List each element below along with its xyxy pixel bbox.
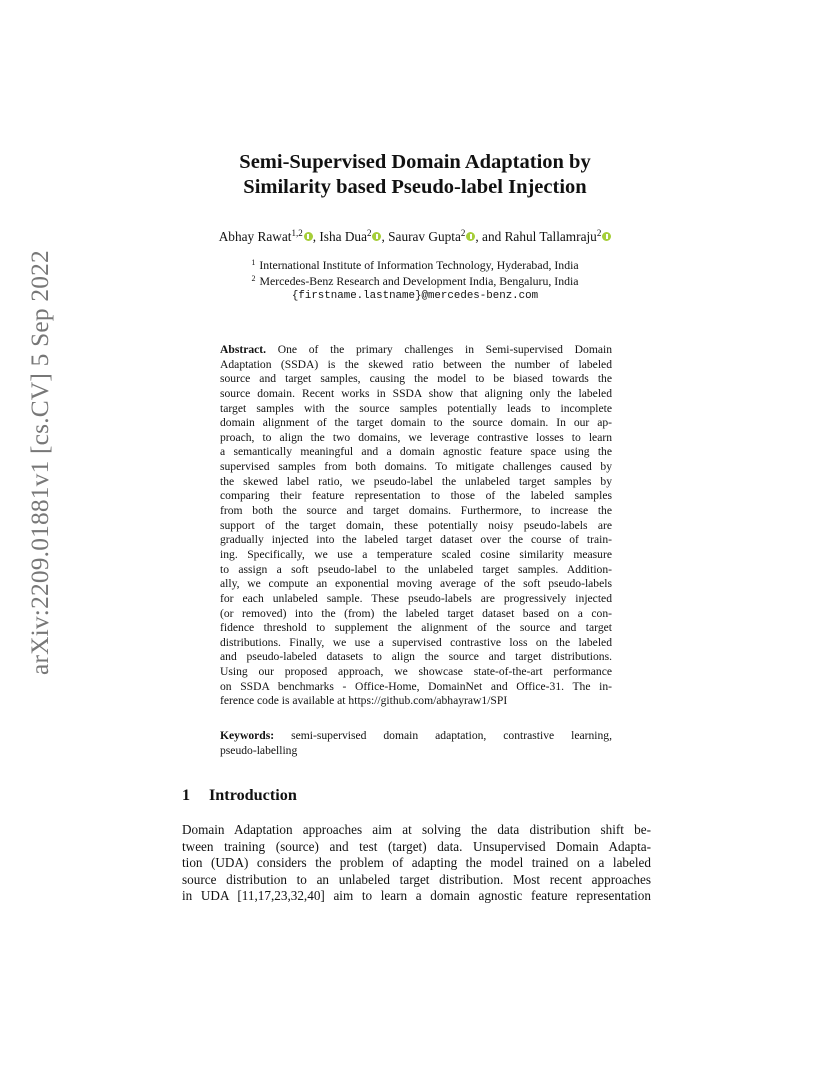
author-name: Saurav Gupta bbox=[388, 229, 461, 244]
author-affiliation-marker: 2 bbox=[596, 228, 602, 238]
affiliations bbox=[160, 258, 670, 305]
orcid-icon[interactable] bbox=[602, 232, 611, 241]
keywords-line bbox=[220, 729, 612, 744]
author-separator: , bbox=[312, 229, 320, 244]
abstract-label: Abstract. bbox=[220, 343, 267, 356]
author-name: Rahul Tallamraju bbox=[504, 229, 597, 244]
affiliation-text: International Institute of Information Technology, Hyderabad, India bbox=[259, 258, 579, 272]
affiliation bbox=[160, 258, 670, 274]
abstract-line: on SSDA benchmarks - Office-Home, DomainNet and Office-31. The in- bbox=[220, 679, 612, 693]
author-list bbox=[120, 228, 710, 246]
keywords bbox=[220, 729, 612, 758]
abstract-line: target samples with the source samples potentially leads to incomplete bbox=[220, 401, 612, 415]
abstract-line: the skewed label ratio, we pseudo-label the unlabeled target samples by bbox=[220, 474, 612, 488]
abstract-line: for each unlabeled sample. These pseudo-labels are progressively injected bbox=[220, 591, 612, 605]
abstract-line-text: One of the primary challenges in Semi-supervised Domain bbox=[277, 343, 613, 356]
abstract-line: source and target samples, causing the model to be biased towards the bbox=[220, 372, 612, 386]
abstract bbox=[220, 343, 612, 709]
abstract-line: and pseudo-labeled datasets to align the source and target distributions. bbox=[220, 650, 612, 664]
affiliation-text: Mercedes-Benz Research and Development India, Bengaluru, India bbox=[259, 273, 579, 288]
arxiv-identifier bbox=[24, 250, 56, 675]
paper-title bbox=[160, 150, 670, 200]
abstract-line: fidence threshold to supplement the alignment of the source and target bbox=[220, 621, 612, 635]
paragraph-line: Domain Adaptation approaches aim at solving the data distribution shift be- bbox=[182, 822, 651, 837]
keywords-label: Keywords: bbox=[220, 729, 275, 742]
abstract-line: ing. Specifically, we use a temperature scaled cosine similarity measure bbox=[220, 547, 612, 561]
keywords-line: pseudo-labelling bbox=[220, 743, 298, 757]
abstract-line: from both the source and target domains. Furthermore, to increase the bbox=[220, 504, 612, 518]
paragraph-line: tween training (source) and test (target) data. Unsupervised Domain Adapta- bbox=[182, 838, 651, 854]
contact-email[interactable]: {firstname.lastname}@mercedes-benz.com bbox=[291, 290, 539, 302]
section-heading bbox=[182, 785, 297, 805]
abstract-line: support of the target domain, these potentially noisy pseudo-labels are bbox=[220, 518, 612, 532]
abstract-line: gradually injected into the labeled target dataset over the course of train- bbox=[220, 533, 612, 547]
author bbox=[388, 229, 504, 244]
paragraph-line: tion (UDA) considers the problem of adapting the model trained on a labeled bbox=[182, 855, 651, 871]
keywords-text: semi-supervised domain adaptation, contrastive learning, bbox=[291, 729, 612, 742]
abstract-line: ally, we compute an exponential moving average of the soft pseudo-labels bbox=[220, 577, 612, 591]
affiliation-number: 2 bbox=[251, 273, 256, 283]
abstract-line: distributions. Finally, we use a supervised contrastive loss on the labeled bbox=[220, 635, 612, 649]
author-separator: , bbox=[381, 229, 389, 244]
paragraph-line: in UDA [11,17,23,32,40] aim to learn a domain agnostic feature representation bbox=[182, 888, 651, 904]
abstract-line: ference code is available at https://github.com/abhayraw1/SPI bbox=[220, 694, 508, 708]
section-number: 1 bbox=[182, 786, 191, 804]
abstract-line: Using our proposed approach, we showcase state-of-the-art performance bbox=[220, 665, 612, 679]
abstract-line: proach, to align the two domains, we leverage contrastive losses to learn bbox=[220, 430, 612, 444]
arxiv-identifier-text: arXiv:2209.01881v1 [cs.CV] 5 Sep 2022 bbox=[26, 250, 54, 675]
author-name: Isha Dua bbox=[319, 229, 367, 244]
author bbox=[505, 229, 612, 244]
author bbox=[319, 229, 388, 244]
title-line-2: Similarity based Pseudo-label Injection bbox=[243, 176, 587, 198]
abstract-line: (or removed) into the (from) the labeled target dataset based on a con- bbox=[220, 606, 612, 620]
paragraph-line: source distribution to an unlabeled target distribution. Most recent approaches bbox=[182, 871, 651, 887]
orcid-icon[interactable] bbox=[304, 232, 313, 241]
abstract-line: a semantically meaningful and a domain agnostic feature space using the bbox=[220, 445, 612, 459]
introduction-paragraph bbox=[182, 822, 651, 905]
abstract-line bbox=[220, 343, 612, 358]
abstract-line: source domain. Recent works in SSDA show that aligning only the labeled bbox=[220, 386, 612, 400]
section-title: Introduction bbox=[209, 786, 297, 804]
affiliation-number: 1 bbox=[251, 258, 256, 267]
author-affiliation-marker: 1,2 bbox=[291, 228, 303, 238]
author-name: Abhay Rawat bbox=[218, 229, 292, 244]
author bbox=[219, 229, 320, 244]
affiliation bbox=[160, 274, 670, 290]
abstract-line: to assign a soft pseudo-label to the unlabeled target samples. Addition- bbox=[220, 562, 612, 576]
author-affiliation-marker: 2 bbox=[460, 228, 466, 238]
abstract-line: supervised samples from both domains. To mitigate challenges caused by bbox=[220, 460, 612, 474]
author-affiliation-marker: 2 bbox=[366, 228, 372, 238]
author-separator: , and bbox=[475, 229, 505, 244]
abstract-line: domain alignment of the target domain to the source domain. In our ap- bbox=[220, 416, 612, 430]
abstract-line: comparing their feature representation to those of the labeled samples bbox=[220, 489, 612, 503]
abstract-line: Adaptation (SSDA) is the skewed ratio between the number of labeled bbox=[220, 357, 612, 371]
title-line-1: Semi-Supervised Domain Adaptation by bbox=[239, 151, 591, 173]
